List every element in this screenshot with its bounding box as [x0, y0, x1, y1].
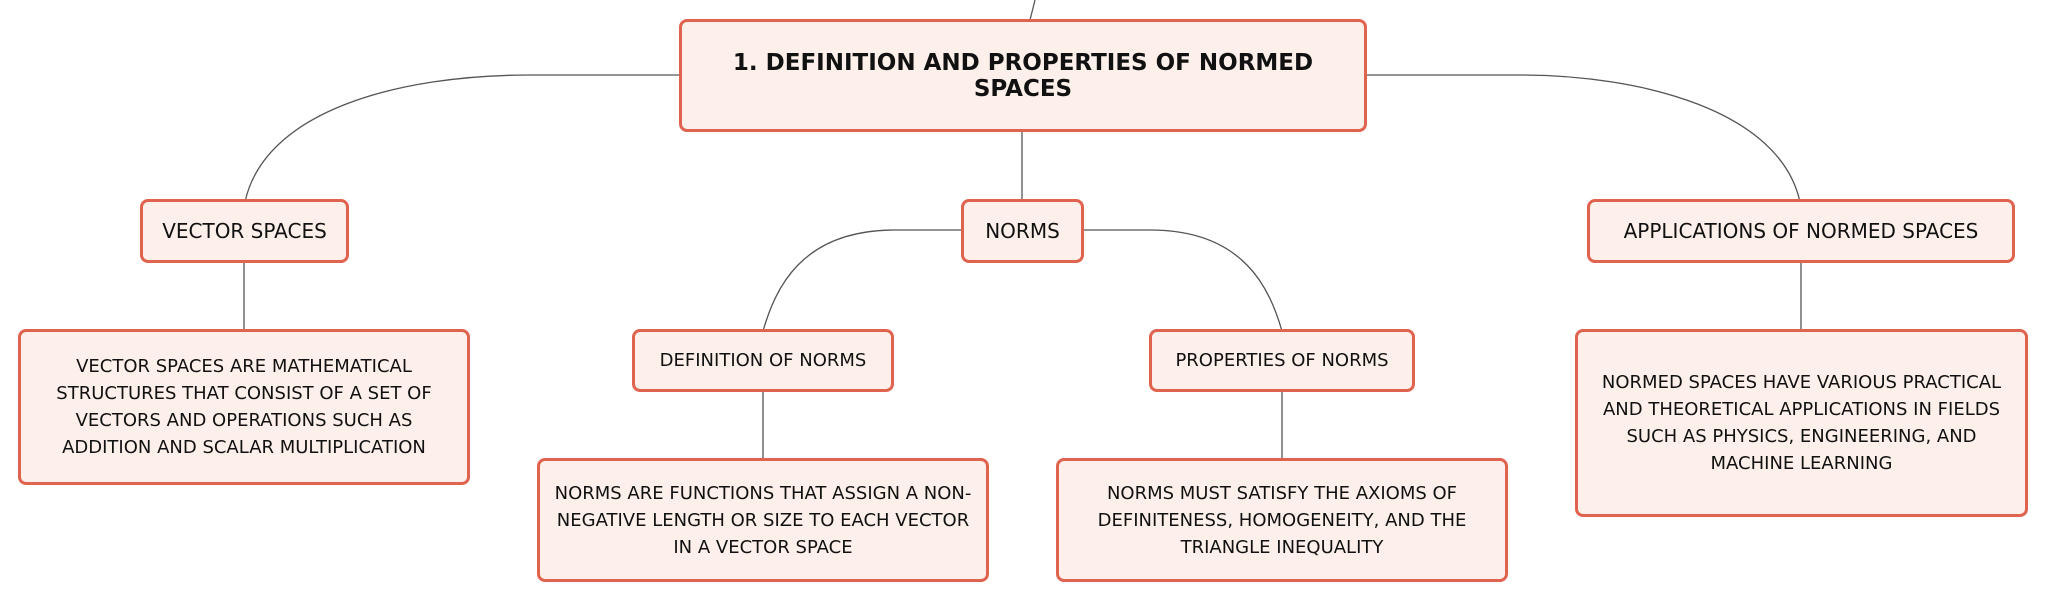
subtopic-label-definition-of-norms: DEFINITION OF NORMS	[659, 350, 867, 371]
detail-node-vector-spaces[interactable]	[18, 329, 470, 485]
root-topic-node[interactable]	[679, 19, 1367, 132]
topic-node-norms[interactable]	[961, 199, 1084, 263]
detail-node-properties-of-norms[interactable]	[1056, 458, 1508, 582]
topic-label-applications: APPLICATIONS OF NORMED SPACES	[1623, 219, 1979, 243]
detail-text-properties-of-norms: NORMS MUST SATISFY THE AXIOMS OF DEFINITENESS, HOMOGENEITY, AND THE TRIANGLE INEQUALITY	[1097, 482, 1467, 558]
link-root-to-vector-spaces	[245, 75, 680, 202]
topic-label-norms: NORMS	[985, 219, 1060, 243]
link-root-to-applications	[1366, 75, 1800, 202]
topic-node-applications[interactable]	[1587, 199, 2015, 263]
detail-node-definition-of-norms[interactable]	[537, 458, 989, 582]
detail-node-applications[interactable]	[1575, 329, 2028, 517]
link-norms-to-definition	[763, 230, 962, 331]
subtopic-label-properties-of-norms: PROPERTIES OF NORMS	[1175, 350, 1389, 371]
root-topic-label: 1. DEFINITION AND PROPERTIES OF NORMED SPACES	[732, 49, 1314, 102]
topic-label-vector-spaces: VECTOR SPACES	[162, 219, 327, 243]
topic-node-vector-spaces[interactable]	[140, 199, 349, 263]
link-parent-to-root	[1030, 0, 1035, 20]
detail-text-definition-of-norms: NORMS ARE FUNCTIONS THAT ASSIGN A NON-NEGATIVE LENGTH OR SIZE TO EACH VECTOR IN A VECTOR SPACE	[554, 482, 972, 558]
detail-text-vector-spaces: VECTOR SPACES ARE MATHEMATICAL STRUCTURES THAT CONSIST OF A SET OF VECTORS AND OPERATIONS SUCH AS ADDITION AND SCALAR MULTIPLICATION	[56, 356, 432, 458]
subtopic-node-properties-of-norms[interactable]	[1149, 329, 1415, 392]
detail-text-applications: NORMED SPACES HAVE VARIOUS PRACTICAL AND THEORETICAL APPLICATIONS IN FIELDS SUCH AS PHYSICS, ENGINEERING, AND MACHINE LEARNING	[1601, 372, 2002, 474]
subtopic-node-definition-of-norms[interactable]	[632, 329, 894, 392]
link-norms-to-properties	[1083, 230, 1282, 331]
